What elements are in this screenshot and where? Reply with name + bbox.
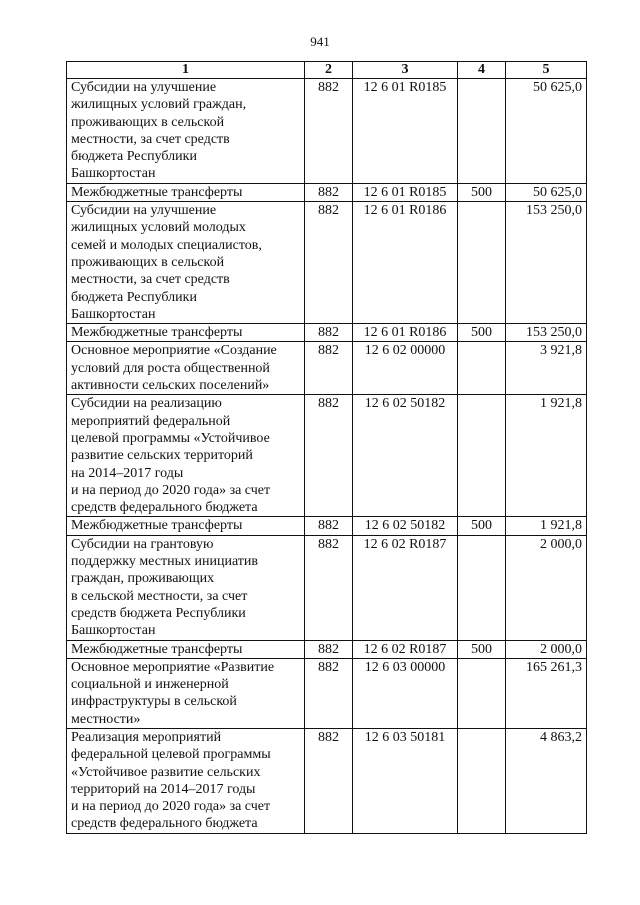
row-ministry: 882 — [305, 183, 353, 201]
header-col-3: 3 — [353, 62, 458, 79]
row-amount: 1 921,8 — [506, 395, 587, 517]
table-row — [67, 183, 587, 201]
table-row — [67, 202, 587, 324]
row-ministry: 882 — [305, 79, 353, 184]
row-amount: 50 625,0 — [506, 183, 587, 201]
row-code: 12 6 02 R0187 — [353, 640, 458, 658]
row-amount: 153 250,0 — [506, 202, 587, 324]
row-type — [458, 79, 506, 184]
row-ministry: 882 — [305, 640, 353, 658]
row-code: 12 6 02 R0187 — [353, 535, 458, 640]
table-row — [67, 324, 587, 342]
row-name-cell — [67, 342, 305, 395]
row-name-cell — [67, 324, 305, 342]
row-name: Межбюджетные трансферты — [71, 325, 243, 341]
row-type — [458, 658, 506, 728]
row-type — [458, 395, 506, 517]
row-amount: 3 921,8 — [506, 342, 587, 395]
row-name: Межбюджетные трансферты — [71, 641, 243, 657]
table-row — [67, 79, 587, 184]
row-ministry: 882 — [305, 535, 353, 640]
row-name: Субсидии на улучшение жилищных условий молодых семей и молодых специалистов, проживающих в сельской местности, за счет средств бюджета Республики Башкортостан — [71, 203, 262, 322]
row-name: Субсидии на грантовую поддержку местных инициатив граждан, проживающих в сельской местности, за счет средств бюджета Республики Башкортостан — [71, 536, 259, 639]
row-name: Межбюджетные трансферты — [71, 518, 243, 534]
row-name-cell — [67, 728, 305, 833]
row-name-cell — [67, 535, 305, 640]
row-ministry: 882 — [305, 324, 353, 342]
table-row — [67, 535, 587, 640]
row-code: 12 6 01 R0186 — [353, 324, 458, 342]
row-type: 500 — [458, 324, 506, 342]
row-name-cell — [67, 395, 305, 517]
row-amount: 165 261,3 — [506, 658, 587, 728]
row-code: 12 6 03 00000 — [353, 658, 458, 728]
header-col-4: 4 — [458, 62, 506, 79]
row-type — [458, 342, 506, 395]
table-row — [67, 517, 587, 535]
budget-table — [66, 61, 587, 834]
row-name-cell — [67, 183, 305, 201]
row-ministry: 882 — [305, 658, 353, 728]
page-number: 941 — [310, 34, 330, 49]
row-amount: 4 863,2 — [506, 728, 587, 833]
row-ministry: 882 — [305, 395, 353, 517]
row-name-cell — [67, 517, 305, 535]
table-header-row — [67, 62, 587, 79]
row-name: Субсидии на улучшение жилищных условий граждан, проживающих в сельской местности, за счет средств бюджета Республики Башкортостан — [71, 80, 247, 182]
row-code: 12 6 02 00000 — [353, 342, 458, 395]
row-type — [458, 728, 506, 833]
row-name-cell — [67, 202, 305, 324]
row-ministry: 882 — [305, 342, 353, 395]
table-row — [67, 342, 587, 395]
table-row — [67, 728, 587, 833]
header-col-1: 1 — [67, 62, 305, 79]
row-amount: 2 000,0 — [506, 640, 587, 658]
row-amount: 153 250,0 — [506, 324, 587, 342]
row-type — [458, 202, 506, 324]
row-ministry: 882 — [305, 728, 353, 833]
row-name: Основное мероприятие «Создание условий для роста общественной активности сельских поселений» — [71, 343, 277, 394]
row-code: 12 6 02 50182 — [353, 395, 458, 517]
row-code: 12 6 03 50181 — [353, 728, 458, 833]
row-amount: 1 921,8 — [506, 517, 587, 535]
row-code: 12 6 01 R0186 — [353, 202, 458, 324]
row-type: 500 — [458, 517, 506, 535]
row-code: 12 6 01 R0185 — [353, 183, 458, 201]
table-row — [67, 640, 587, 658]
row-name: Субсидии на реализацию мероприятий федеральной целевой программы «Устойчивое развитие сельских территорий на 2014–2017 годы и на период до 2020 года» за счет средств федерального бюджета — [71, 396, 271, 516]
header-col-5: 5 — [506, 62, 587, 79]
row-name: Реализация мероприятий федеральной целевой программы «Устойчивое развитие сельских территорий на 2014–2017 годы и на период до 2020 года» за счет средств федерального бюджета — [71, 729, 271, 832]
table-row — [67, 658, 587, 728]
row-name-cell — [67, 640, 305, 658]
row-name-cell — [67, 79, 305, 184]
row-ministry: 882 — [305, 517, 353, 535]
row-amount: 2 000,0 — [506, 535, 587, 640]
row-type: 500 — [458, 640, 506, 658]
header-col-2: 2 — [305, 62, 353, 79]
row-name: Основное мероприятие «Развитие социальной и инженерной инфраструктуры в сельской местности» — [71, 659, 275, 727]
row-amount: 50 625,0 — [506, 79, 587, 184]
row-code: 12 6 02 50182 — [353, 517, 458, 535]
row-code: 12 6 01 R0185 — [353, 79, 458, 184]
row-name: Межбюджетные трансферты — [71, 184, 243, 200]
row-ministry: 882 — [305, 202, 353, 324]
table-row — [67, 395, 587, 517]
row-type — [458, 535, 506, 640]
row-type: 500 — [458, 183, 506, 201]
row-name-cell — [67, 658, 305, 728]
